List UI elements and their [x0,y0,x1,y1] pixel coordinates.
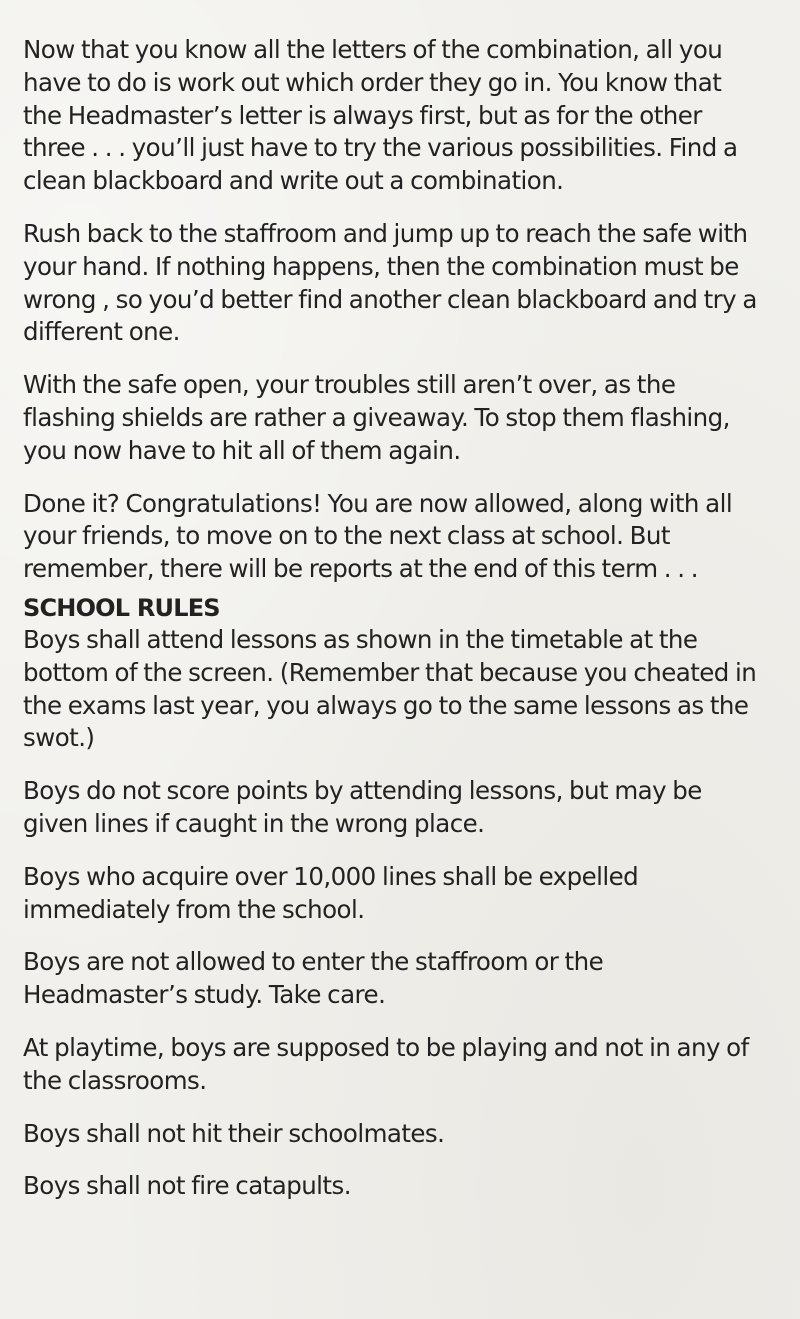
rule-no-catapults: Boys shall not fire catapults. [23,1171,351,1201]
rule-no-staffroom: Boys are not allowed to enter the staffroom or the Headmaster’s study. Take care. [23,947,604,1010]
rule-playtime: At playtime, boys are supposed to be playing and not in any of the classrooms. [23,1032,749,1095]
rule-expelled-lines: Boys who acquire over 10,000 lines shall be expelled immediately from the school. [23,861,639,924]
rule-attend-lessons: Boys shall attend lessons as shown in the timetable at the bottom of the screen. (Remember that because you cheated in the exams last year, you always go to the same lessons as the swot.) [23,624,757,753]
rule-no-points-for-lessons: Boys do not score points by attending lessons, but may be given lines if caught in the wrong place. [23,776,702,838]
intro-paragraph-congratulations: Done it? Congratulations! You are now allowed, along with all your friends, to move on to the next class at school. But remember, there will be reports at the end of this term . . . [23,488,733,584]
intro-paragraph-combination: Now that you know all the letters of the combination, all you have to do is work out which order they go in. You know that the Headmaster’s letter is always first, but as for the other three . . . you’ll just have to try the various possibilities. Find a clean blackboard and write out a combination. [23,35,738,196]
intro-paragraph-safe: Rush back to the staffroom and jump up to reach the safe with your hand. If nothing happens, then the combination must be wrong , so you’d better find another clean blackboard and try a different one. [23,218,757,347]
school-rules-heading: SCHOOL RULES [23,593,220,622]
rule-no-hitting: Boys shall not hit their schoolmates. [23,1118,445,1148]
intro-paragraph-shields: With the safe open, your troubles still aren’t over, as the flashing shields are rather a giveaway. To stop them flashing, you now have to hit all of them again. [23,370,730,465]
